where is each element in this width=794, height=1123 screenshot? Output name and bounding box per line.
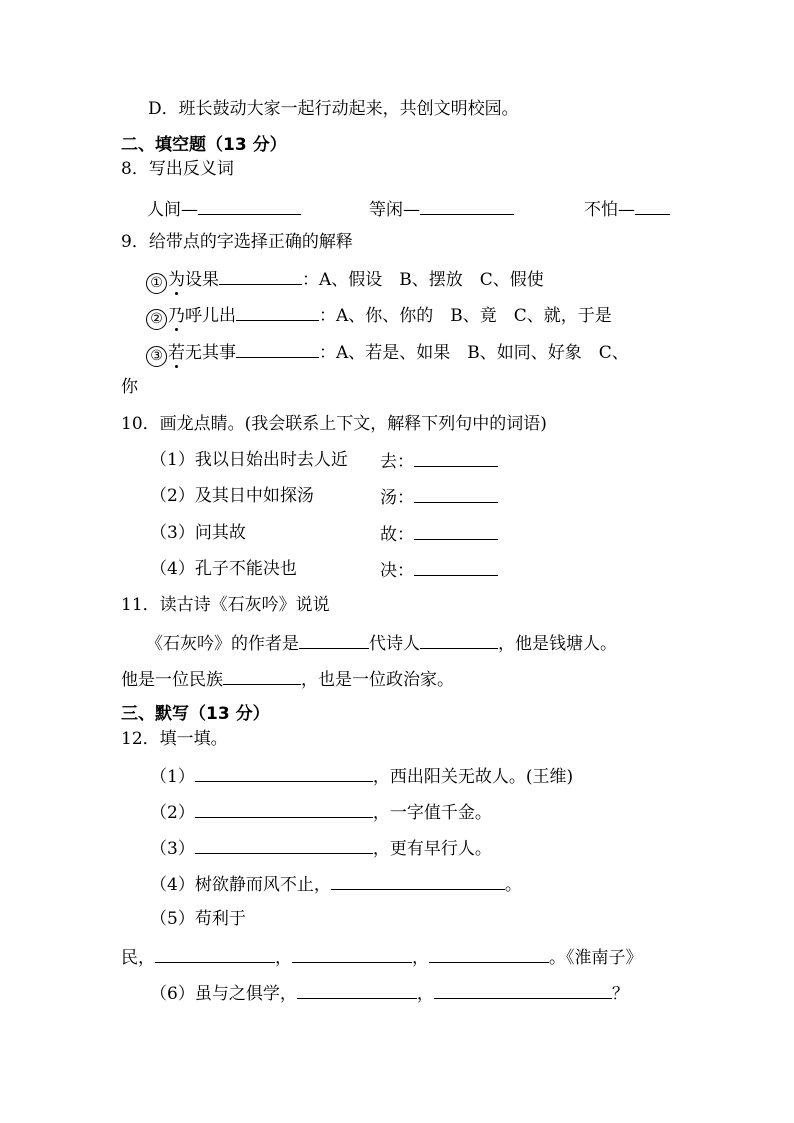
text: ，一字值千金。 — [372, 803, 492, 823]
q8-item-2 — [369, 197, 514, 221]
section-3-heading: 三、默写（13 分） — [121, 704, 270, 724]
q12-title: 12．填一填。 — [121, 729, 228, 749]
q8-item-2-label: 等闲— — [369, 200, 420, 220]
text: 《石灰吟》的作者是 — [146, 634, 299, 654]
answer-blank[interactable] — [414, 485, 498, 503]
answer-blank[interactable] — [297, 981, 417, 999]
q12-item-2 — [150, 800, 492, 824]
q12-item-4 — [150, 872, 522, 896]
q10-answer-1 — [380, 449, 498, 473]
answer-blank[interactable] — [635, 197, 670, 215]
dotted-char: 乃 — [168, 306, 185, 326]
option-d-line: D．班长鼓动大家一起行动起来，共创文明校园。 — [148, 99, 519, 119]
answer-blank[interactable] — [155, 945, 275, 963]
answer-blank[interactable] — [420, 631, 498, 649]
q11-line-2 — [121, 667, 454, 691]
text: （1） — [150, 767, 195, 787]
q11-title: 11．读古诗《石灰吟》说说 — [121, 595, 330, 615]
q8-item-3-label: 不怕— — [584, 200, 635, 220]
circled-number: ③ — [146, 346, 167, 367]
text: 。《淮南子》 — [549, 948, 643, 968]
answer-blank[interactable] — [236, 340, 319, 358]
word: 汤： — [380, 488, 414, 508]
options: ：A、你、你的 B、竟 C、就，于是 — [319, 306, 612, 326]
answer-blank[interactable] — [223, 667, 301, 685]
q12-item-5-head: （5）苟利于 — [150, 909, 246, 929]
answer-blank[interactable] — [434, 981, 612, 999]
q10-sentence-4: （4）孔子不能决也 — [150, 559, 297, 579]
q8-title: 8．写出反义词 — [121, 159, 234, 179]
q8-item-1-label: 人间— — [147, 200, 198, 220]
answer-blank[interactable] — [195, 800, 373, 818]
section-2-heading: 二、填空题（13 分） — [121, 135, 287, 155]
answer-blank[interactable] — [195, 764, 373, 782]
q9-item-2 — [146, 303, 612, 330]
text: 。 — [504, 875, 522, 895]
text: ， — [412, 948, 429, 968]
text: ，他是钱塘人。 — [498, 634, 617, 654]
q12-item-6 — [150, 981, 629, 1005]
q9-wrap: 你 — [121, 377, 138, 397]
options: ：A、若是、如果 B、如同、好象 C、 — [319, 343, 629, 363]
q10-sentence-3: （3）问其故 — [150, 523, 246, 543]
q11-line-1 — [146, 631, 617, 655]
answer-blank[interactable] — [414, 522, 498, 540]
text: 民， — [121, 948, 155, 968]
answer-blank[interactable] — [198, 197, 301, 215]
answer-blank[interactable] — [414, 558, 498, 576]
text: ， — [416, 984, 434, 1004]
text: （6）虽与之俱学， — [150, 984, 297, 1004]
text: ？ — [611, 984, 629, 1004]
q10-title: 10．画龙点睛。(我会联系上下文，解释下列句中的词语) — [121, 414, 547, 434]
q9-item-1 — [146, 267, 544, 294]
text: （2） — [150, 803, 195, 823]
options: ：A、假设 B、摆放 C、假使 — [302, 270, 544, 290]
answer-blank[interactable] — [219, 267, 302, 285]
phrase: 呼儿出 — [185, 306, 236, 326]
q12-item-3 — [150, 836, 492, 860]
text: ，西出阳关无故人。(王维) — [372, 767, 574, 787]
text: ， — [275, 948, 292, 968]
answer-blank[interactable] — [195, 836, 373, 854]
q12-item-5-line — [121, 945, 643, 969]
circled-number: ① — [146, 273, 167, 294]
q10-sentence-1: （1）我以日始出时去人近 — [150, 450, 348, 470]
text: 他是一位民族 — [121, 670, 223, 690]
dotted-char: 为 — [168, 270, 185, 290]
answer-blank[interactable] — [299, 631, 369, 649]
text: （3） — [150, 839, 195, 859]
q9-item-3 — [146, 340, 629, 367]
q10-answer-3 — [380, 522, 498, 546]
text: ，也是一位政治家。 — [301, 670, 454, 690]
q8-item-3 — [584, 197, 670, 221]
q10-answer-2 — [380, 485, 498, 509]
phrase: 无其事 — [185, 343, 236, 363]
answer-blank[interactable] — [236, 303, 319, 321]
word: 决： — [380, 561, 414, 581]
word: 去： — [380, 452, 414, 472]
q9-title: 9．给带点的字选择正确的解释 — [121, 232, 353, 252]
q10-answer-4 — [380, 558, 498, 582]
text: 代诗人 — [369, 634, 420, 654]
q12-item-1 — [150, 764, 573, 788]
phrase: 设果 — [185, 270, 219, 290]
q10-sentence-2: （2）及其日中如探汤 — [150, 486, 314, 506]
text: （4）树欲静而风不止， — [150, 875, 331, 895]
answer-blank[interactable] — [331, 872, 505, 890]
answer-blank[interactable] — [420, 197, 514, 215]
answer-blank[interactable] — [414, 449, 498, 467]
circled-number: ② — [146, 309, 167, 330]
word: 故： — [380, 525, 414, 545]
q8-item-1 — [147, 197, 301, 221]
answer-blank[interactable] — [292, 945, 412, 963]
text: ，更有早行人。 — [372, 839, 492, 859]
dotted-char: 若 — [168, 343, 185, 363]
answer-blank[interactable] — [429, 945, 549, 963]
